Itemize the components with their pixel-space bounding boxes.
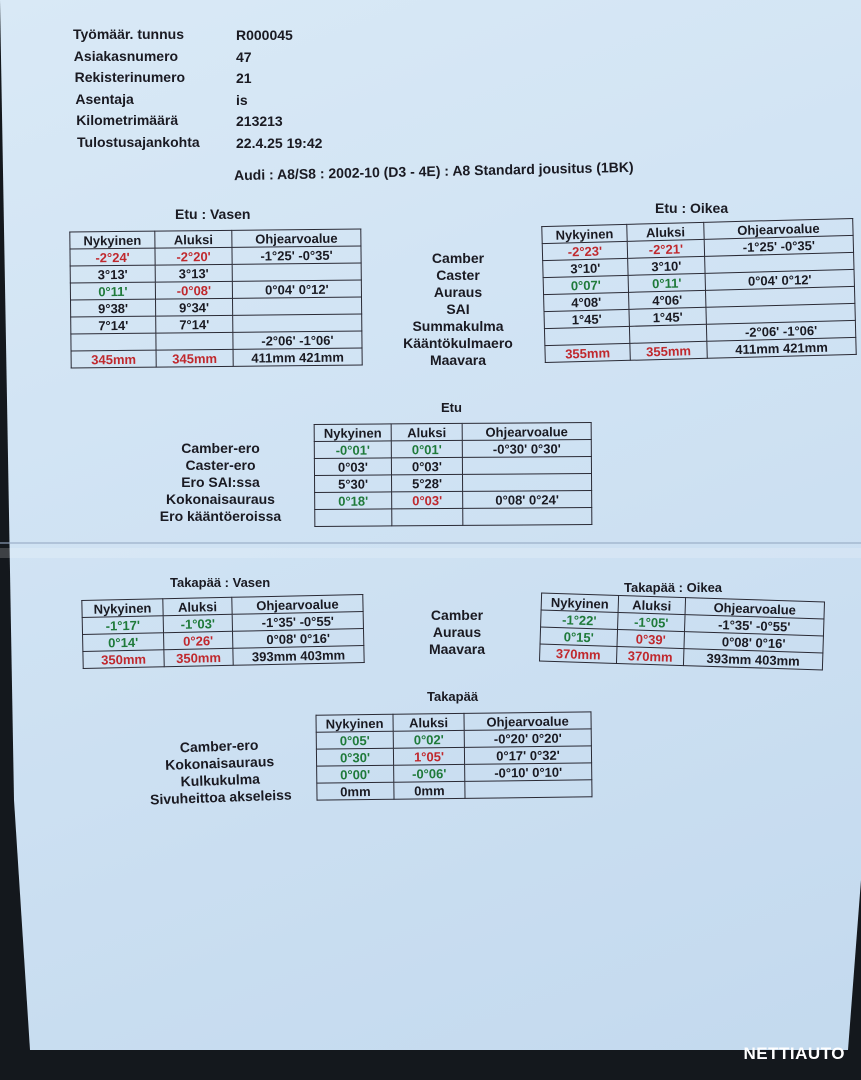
table-cell: -1°22' (541, 610, 618, 629)
table-cell: 7°14' (156, 315, 233, 333)
rear-diff-title: Takapää (427, 689, 479, 704)
column-header: Nykyinen (314, 424, 391, 442)
table-cell: -0°01' (314, 441, 391, 459)
column-header: Ohjearvoalue (704, 218, 853, 239)
table-cell: -1°35' -0°55' (684, 615, 823, 636)
table-cell: 9°34' (156, 298, 233, 316)
table-cell: -2°20' (155, 247, 232, 265)
table-cell: 393mm 403mm (233, 646, 364, 666)
table-cell: 0°00' (317, 765, 394, 783)
table-cell (232, 297, 361, 315)
rear-diff-table (315, 711, 592, 800)
table-cell: -1°35' -0°55' (232, 612, 363, 632)
front-diff-labels (148, 440, 293, 525)
column-header: Ohjearvoalue (232, 229, 361, 247)
table-cell: -0°10' 0°10' (465, 763, 592, 782)
column-header: Ohjearvoalue (685, 598, 824, 619)
row-label: Auraus (432, 624, 482, 640)
row-label: Camber-ero (181, 440, 260, 456)
table-cell: 0°04' 0°12' (232, 280, 361, 298)
table-cell: 3°13' (70, 265, 155, 283)
table-cell: 0°11' (628, 273, 705, 292)
table-cell: 0°03' (392, 491, 463, 508)
table-cell: 0°08' 0°16' (232, 629, 363, 649)
table-cell (462, 457, 591, 475)
header-label: Asentaja (75, 90, 134, 107)
table-cell: 0°17' 0°32' (464, 746, 591, 765)
column-header: Ohjearvoalue (462, 423, 591, 441)
rear-right-title: Takapää : Oikea (624, 580, 723, 595)
column-header: Nykyinen (316, 714, 393, 732)
column-header: Nykyinen (82, 599, 163, 618)
table-cell: 355mm (545, 343, 630, 362)
row-label: Camber (431, 250, 485, 266)
table-cell: -2°23' (542, 241, 627, 260)
table-cell: -0°06' (394, 764, 465, 782)
row-label: Kääntökulmaero (403, 335, 513, 351)
table-cell: 0°02' (393, 730, 464, 748)
table-cell: 355mm (630, 341, 707, 360)
table-row (314, 440, 591, 459)
table-row (315, 491, 592, 510)
table-cell (315, 509, 392, 527)
table-cell: 3°10' (543, 258, 628, 277)
row-label: Caster (436, 267, 480, 283)
header-value: 47 (236, 48, 252, 65)
column-header: Aluksi (618, 595, 686, 614)
table-cell: 3°10' (628, 256, 705, 275)
table-cell: -0°20' 0°20' (464, 729, 591, 748)
rear-left-title: Takapää : Vasen (170, 575, 271, 590)
table-cell: 0°11' (70, 282, 155, 300)
row-label: Kulkukulma (180, 770, 261, 790)
table-cell: -1°17' (82, 616, 163, 635)
row-label: Caster-ero (185, 457, 256, 473)
table-cell: 345mm (156, 349, 233, 367)
header-label: Kilometrimäärä (76, 112, 179, 128)
paper-fold-highlight (0, 548, 861, 558)
header-value: is (236, 91, 248, 108)
table-row (315, 474, 592, 493)
front-diff-table (314, 422, 593, 527)
table-cell (465, 780, 592, 799)
header-label: Asiakasnumero (73, 47, 179, 64)
table-cell: -2°21' (627, 239, 704, 258)
table-cell: -2°24' (70, 248, 155, 266)
table-cell: 411mm 421mm (707, 337, 856, 358)
column-header: Aluksi (163, 597, 232, 615)
table-cell: 345mm (71, 350, 156, 368)
table-row (315, 508, 592, 527)
column-header: Aluksi (155, 230, 232, 248)
row-label: Summakulma (412, 318, 504, 334)
front-labels (398, 250, 518, 369)
table-cell: 350mm (164, 648, 233, 666)
table-cell: 0°04' 0°12' (705, 269, 854, 290)
rear-labels (412, 607, 502, 658)
row-label: Maavara (428, 641, 486, 657)
table-cell: 370mm (540, 644, 617, 663)
table-cell: -1°25' -0°35' (704, 235, 853, 256)
table-cell: -1°25' -0°35' (232, 246, 361, 264)
table-cell: 0°05' (316, 731, 393, 749)
header-value: R000045 (236, 27, 293, 43)
table-cell (232, 263, 361, 281)
table-cell: 0°18' (315, 492, 392, 510)
front-right-title: Etu : Oikea (655, 200, 729, 216)
column-header: Ohjearvoalue (232, 595, 363, 615)
table-cell: -0°30' 0°30' (462, 440, 591, 458)
header-label: Rekisterinumero (74, 69, 186, 85)
column-header: Nykyinen (70, 231, 155, 249)
front-left-title: Etu : Vasen (175, 206, 251, 222)
rear-diff-labels (139, 735, 301, 809)
column-header: Aluksi (627, 222, 704, 241)
table-cell: 5°30' (315, 475, 392, 493)
nettiauto-watermark: NETTIAUTO (743, 1044, 845, 1063)
table-cell: 4°08' (544, 292, 629, 311)
table-cell: 0mm (317, 782, 394, 800)
table-cell (233, 314, 362, 332)
table-cell: 4°06' (629, 290, 706, 309)
column-header: Nykyinen (542, 224, 627, 243)
table-cell: -1°05' (618, 612, 686, 631)
table-cell: 393mm 403mm (683, 649, 822, 670)
table-row (71, 348, 362, 368)
vehicle-description: Audi : A8/S8 : 2002-10 (D3 - 4E) : A8 Standard jousitus (1BK) (233, 158, 634, 184)
table-cell: 0°39' (617, 629, 685, 648)
row-label: Kokonaisauraus (166, 491, 275, 507)
table-cell: -2°06' -1°06' (233, 331, 362, 349)
table-cell: 0°30' (316, 748, 393, 766)
header-value: 213213 (236, 113, 283, 129)
table-cell: 0°07' (543, 275, 628, 294)
row-label: Ero kääntöeroissa (159, 508, 282, 524)
table-cell: 9°38' (71, 299, 156, 317)
rear-left-table (81, 594, 364, 669)
front-left-table (69, 228, 362, 368)
front-diff-title: Etu (441, 400, 462, 415)
table-cell: 0°03' (314, 458, 391, 476)
table-cell: 1°45' (629, 307, 706, 326)
row-label: Kokonaisauraus (164, 753, 275, 773)
header-label: Työmäär. tunnus (73, 26, 184, 42)
table-cell: 0°15' (540, 627, 617, 646)
front-right-table (541, 218, 856, 363)
header-value: 22.4.25 19:42 (236, 134, 323, 151)
table-cell: -0°08' (155, 281, 232, 299)
row-label: Camber (430, 607, 484, 623)
header-label: Tulostusajankohta (77, 133, 200, 150)
table-cell (629, 324, 706, 343)
row-label: Ero SAI:ssa (181, 474, 260, 490)
column-header: Aluksi (393, 713, 464, 731)
table-cell: 0°26' (164, 631, 233, 649)
table-cell: 0°08' 0°24' (463, 491, 592, 509)
table-cell: 350mm (83, 650, 164, 669)
table-cell: -2°06' -1°06' (706, 320, 855, 341)
table-cell: 0mm (394, 781, 465, 799)
table-row (317, 780, 592, 800)
table-cell (71, 333, 156, 351)
row-label: SAI (446, 301, 470, 317)
column-header: Aluksi (391, 423, 462, 440)
table-cell: 370mm (616, 646, 684, 665)
table-row (314, 457, 591, 476)
table-cell: 1°45' (544, 309, 629, 328)
table-cell: 0°01' (391, 440, 462, 457)
table-cell: 0°08' 0°16' (684, 632, 823, 653)
table-cell: -1°03' (163, 614, 232, 632)
row-label: Sivuheittoa akseleiss (149, 786, 292, 808)
table-cell: 5°28' (392, 474, 463, 491)
header-value: 21 (236, 70, 252, 86)
table-cell: 0°14' (83, 633, 164, 652)
table-cell (156, 332, 233, 350)
row-label: Auraus (433, 284, 483, 300)
column-header: Nykyinen (541, 593, 618, 612)
row-label: Maavara (429, 352, 487, 368)
paper-fold (0, 542, 861, 544)
table-cell: 7°14' (71, 316, 156, 334)
rear-right-table (539, 593, 825, 671)
column-header: Ohjearvoalue (464, 712, 591, 731)
table-cell: 411mm 421mm (233, 348, 362, 366)
table-cell (463, 508, 592, 526)
table-cell: 1°05' (393, 747, 464, 765)
table-cell (392, 508, 463, 525)
table-cell: 3°13' (155, 264, 232, 282)
table-cell (462, 474, 591, 492)
row-label: Camber-ero (179, 736, 259, 756)
table-cell: 0°03' (391, 457, 462, 474)
